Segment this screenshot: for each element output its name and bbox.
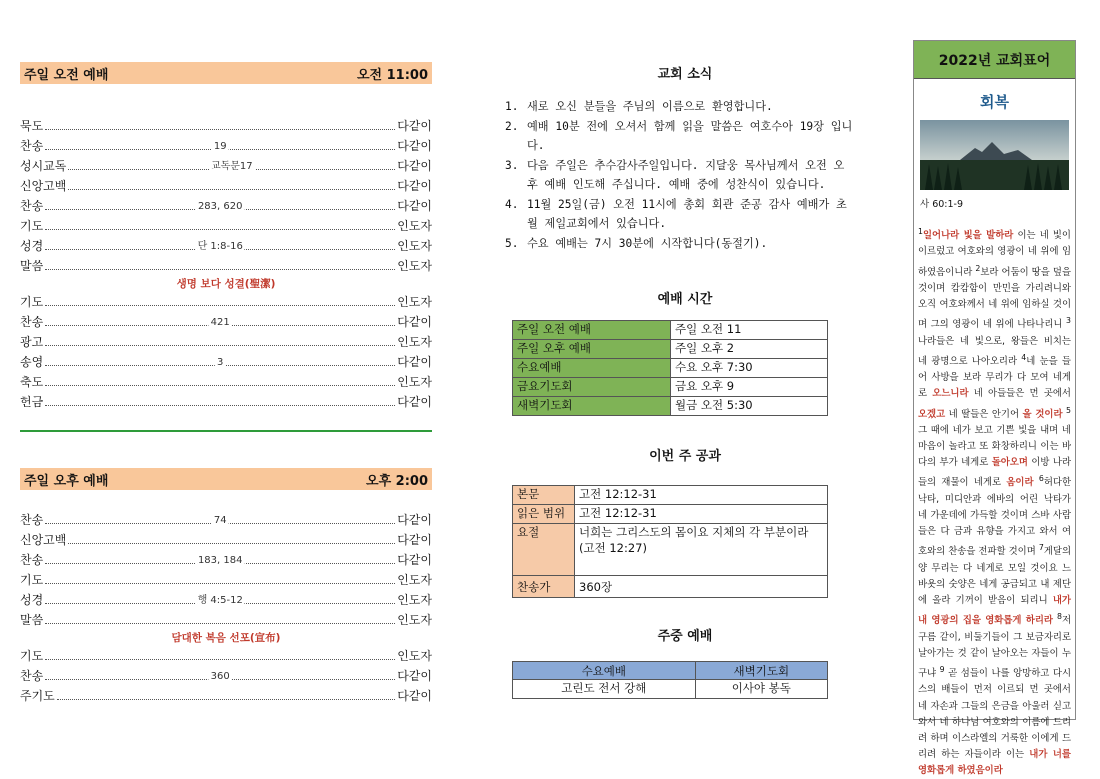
news-text: 새로 오신 분들을 주님의 이름으로 환영합니다.: [527, 100, 773, 113]
order-row: [20, 234, 432, 254]
schedule-row: [513, 397, 828, 416]
news-number: 4.: [505, 197, 519, 211]
mountain-landscape-image: [920, 120, 1069, 190]
order-leader: 인도자: [397, 335, 432, 349]
dot-leader: [68, 189, 395, 190]
order-leader: 다같이: [397, 199, 432, 213]
order-item: 찬송: [20, 513, 44, 527]
motto-title: 회복: [980, 93, 1009, 111]
order-detail: 283, 620: [197, 201, 243, 212]
order-detail: 3: [217, 357, 224, 368]
order-row: [20, 370, 432, 390]
schedule-row: [513, 359, 828, 378]
order-item: 신앙고백: [20, 179, 67, 193]
schedule-time: 월금 오전 5:30: [671, 397, 828, 416]
dot-leader: [45, 555, 395, 566]
am-service-header: [20, 62, 432, 84]
schedule-name: 주일 오후 예배: [513, 340, 671, 359]
order-item: 찬송: [20, 139, 44, 153]
order-item: 성시교독: [20, 159, 67, 173]
pm-service-header: [20, 468, 432, 490]
dot-leader: [45, 357, 395, 368]
order-item: 주기도: [20, 689, 55, 703]
order-item: 찬송: [20, 553, 44, 567]
news-item: [505, 117, 855, 156]
motto-panel: [913, 40, 1076, 777]
order-item: 찬송: [20, 669, 44, 683]
order-item: 기도: [20, 573, 44, 587]
order-detail: 단 1:8-16: [196, 237, 245, 252]
order-leader: 다같이: [397, 669, 432, 683]
order-leader: 다같이: [397, 355, 432, 369]
pm-service-title: 주일 오후 예배: [24, 473, 109, 489]
schedule-time: 금요 오후 9: [671, 378, 828, 397]
dot-leader: [45, 623, 395, 624]
schedule-row: [513, 378, 828, 397]
section-divider: [20, 430, 432, 432]
midweek-header-dawn: 새벽기도회: [695, 662, 827, 680]
order-leader: 인도자: [397, 649, 432, 663]
order-detail: 183, 184: [197, 555, 243, 566]
am-service-time: 오전 11:00: [356, 67, 428, 83]
order-item: 말씀: [20, 613, 44, 627]
schedule-name: 새벽기도회: [513, 397, 671, 416]
order-row: [20, 664, 432, 684]
order-row: [20, 588, 432, 608]
lesson-value: 360장: [575, 576, 828, 598]
order-row: [20, 194, 432, 214]
news-number: 3.: [505, 158, 519, 172]
order-leader: 다같이: [397, 139, 432, 153]
order-row: [20, 684, 432, 704]
motto-reference: 사 60:1-9: [920, 199, 964, 210]
news-item: [505, 156, 855, 195]
order-leader: 인도자: [397, 375, 432, 389]
news-number: 5.: [505, 236, 519, 250]
news-item: [505, 195, 855, 234]
order-item: 성경: [20, 593, 44, 607]
lesson-title: 이번 주 공과: [649, 449, 721, 464]
dot-leader: [45, 241, 395, 252]
order-leader: 인도자: [397, 295, 432, 309]
schedule-name: 금요기도회: [513, 378, 671, 397]
news-item: [505, 97, 855, 117]
order-leader: 인도자: [397, 613, 432, 627]
news-number: 1.: [505, 100, 519, 113]
midweek-value-dawn: 이사야 봉독: [695, 680, 827, 699]
lesson-label: 찬송가: [513, 576, 575, 598]
order-detail: 360: [210, 671, 230, 682]
pm-sermon-title: 담대한 복음 선포(宣布): [171, 632, 281, 644]
lesson-row: [513, 505, 828, 524]
schedule-time: 수요 오후 7:30: [671, 359, 828, 378]
order-row: [20, 568, 432, 588]
lesson-value: 고전 12:12-31: [575, 486, 828, 505]
order-item: 찬송: [20, 315, 44, 329]
dot-leader: [45, 345, 395, 346]
news-text: 다음 주일은 추수감사주일입니다. 지달웅 목사님께서 오전 오후 예배 인도해 주십니다. 예배 중에 성찬식이 있습니다.: [527, 158, 845, 191]
order-leader: 인도자: [397, 219, 432, 233]
order-detail: 교독문17: [209, 157, 255, 172]
news-item: [505, 234, 855, 254]
midweek-title: 주중 예배: [657, 629, 713, 644]
order-item: 광고: [20, 335, 44, 349]
schedule-title: 예배 시간: [657, 292, 713, 307]
order-item: 신앙고백: [20, 533, 67, 547]
order-item: 기도: [20, 295, 44, 309]
news-text: 예배 10분 전에 오셔서 함께 읽을 말씀은 여호수아 19장 입니다.: [527, 119, 853, 152]
midweek-header-wed: 수요예배: [513, 662, 696, 680]
order-leader: 다같이: [397, 395, 432, 409]
order-leader: 다같이: [397, 533, 432, 547]
dot-leader: [45, 595, 395, 606]
pm-service-time: 오후 2:00: [366, 473, 428, 489]
order-detail: 19: [213, 141, 227, 152]
lesson-label: 읽은 범위: [513, 505, 575, 524]
order-item: 말씀: [20, 259, 44, 273]
dot-leader: [45, 129, 395, 130]
motto-scripture: $^1$일어나라 빛을 발하라 이는 네 빛이 이르렀고 여호와의 영광이 네 위에 임하였음이니라 $^2$보라 어둠이 땅을 덮을 것이며 캄캄함이 만민을 가리려니와 오직 여호와께서 네 위에 임하실 것이며 그의 영광이 네 위에 나타나리니 $^3$나라들은 네 빛으로, 왕들은 비치는 네 광명으로 나아오리라 $^4$네 눈을 들어 사방을 보라 무리가 다 모여 네게로 오느니라 네 아들들은 먼 곳에서 오겠고 네 딸들은 안기어 올 것이라 $^5$그 때에 네가 보고 기쁜 빛을 내며 네 마음이 놀라고 또 화창하리니 이는 바다의 부가 네게로 돌아오며 이방 나라들의 재물이 네게로 옴이라 $^6$허다한 낙타, 미디안과 에바의 어린 낙타가 네 가운데에 가득할 것이며 스바 사람들은 다 금과 유향을 가지고 와서 여호와의 찬송을 전파할 것이며 $^7$게달의 양 무리는 다 네게로 모일 것이요 느바욧의 숫양은 네게 공급되고 내 제단에 올라 기꺼이 받음이 되리니 내가 내 영광의 집을 영화롭게 하리라 $^8$저 구름 같이, 비둘기들이 그 보금자리로 날아가는 것 같이 날아오는 자들이 누구냐 $^9$ 곧 섬들이 나를 앙망하고 다시스의 배들이 먼저 이르되 먼 곳에서 네 자손과 그들의 은금을 아울러 싣고 와서 네 하나님 여호와의 이름에 드리려 하며 이스라엘의 거룩한 이에게 드리려 하는 자들이라 이는 내가 너를 영화롭게 하였음이라: [918, 227, 1072, 777]
dot-leader: [45, 659, 395, 660]
order-row: [20, 330, 432, 350]
order-row: [20, 390, 432, 410]
dot-leader: [45, 269, 395, 270]
order-item: 헌금: [20, 395, 44, 409]
order-item: 송영: [20, 355, 44, 369]
dot-leader: [68, 161, 395, 172]
news-list: [505, 97, 855, 253]
order-row: [20, 254, 432, 274]
motto-header: 2022년 교회표어: [914, 41, 1075, 79]
order-leader: 다같이: [397, 179, 432, 193]
dot-leader: [45, 201, 395, 212]
lesson-row: [513, 524, 828, 576]
schedule-table: [512, 320, 828, 416]
dot-leader: [57, 699, 395, 700]
dot-leader: [45, 515, 395, 526]
midweek-table: [512, 661, 828, 699]
lesson-label: 요절: [513, 524, 575, 576]
order-item: 묵도: [20, 119, 44, 133]
schedule-row: [513, 321, 828, 340]
order-leader: 다같이: [397, 315, 432, 329]
order-leader: 다같이: [397, 553, 432, 567]
am-sermon-title: 생명 보다 성결(聖潔): [176, 278, 276, 290]
order-item: 기도: [20, 649, 44, 663]
order-detail: 421: [210, 317, 230, 328]
dot-leader: [45, 317, 395, 328]
schedule-row: [513, 340, 828, 359]
lesson-value: 고전 12:12-31: [575, 505, 828, 524]
lesson-label: 본문: [513, 486, 575, 505]
order-item: 찬송: [20, 199, 44, 213]
order-detail: 행 4:5-12: [196, 591, 245, 606]
lesson-row: [513, 486, 828, 505]
lesson-row: [513, 576, 828, 598]
order-row: [20, 114, 432, 134]
order-leader: 인도자: [397, 573, 432, 587]
order-row: [20, 528, 432, 548]
order-row: [20, 214, 432, 234]
dot-leader: [45, 229, 395, 230]
order-leader: 인도자: [397, 239, 432, 253]
order-row: [20, 310, 432, 330]
order-row: [20, 548, 432, 568]
dot-leader: [45, 385, 395, 386]
dot-leader: [45, 141, 395, 152]
order-leader: 인도자: [397, 593, 432, 607]
order-row: [20, 350, 432, 370]
news-text: 11월 25일(금) 오전 11시에 총회 회관 준공 감사 예배가 초월 제일교회에서 있습니다.: [527, 197, 847, 230]
order-detail: 74: [213, 515, 227, 526]
order-leader: 다같이: [397, 119, 432, 133]
dot-leader: [45, 671, 395, 682]
order-row: [20, 608, 432, 628]
midweek-value-wed: 고린도 전서 강해: [513, 680, 696, 699]
schedule-time: 주일 오후 2: [671, 340, 828, 359]
order-item: 축도: [20, 375, 44, 389]
dot-leader: [45, 305, 395, 306]
schedule-time: 주일 오전 11: [671, 321, 828, 340]
dot-leader: [68, 543, 395, 544]
order-leader: 인도자: [397, 259, 432, 273]
news-text: 수요 예배는 7시 30분에 시작합니다(동절기).: [527, 236, 768, 250]
order-row: [20, 134, 432, 154]
news-number: 2.: [505, 119, 519, 133]
schedule-name: 주일 오전 예배: [513, 321, 671, 340]
order-leader: 다같이: [397, 513, 432, 527]
lesson-table: [512, 485, 828, 598]
order-leader: 다같이: [397, 689, 432, 703]
order-leader: 다같이: [397, 159, 432, 173]
am-service-title: 주일 오전 예배: [24, 67, 109, 83]
order-row: [20, 290, 432, 310]
schedule-name: 수요예배: [513, 359, 671, 378]
order-item: 성경: [20, 239, 44, 253]
order-row: [20, 174, 432, 194]
lesson-value: 너희는 그리스도의 몸이요 지체의 각 부분이라 (고전 12:27): [575, 524, 828, 576]
order-row: [20, 644, 432, 664]
dot-leader: [45, 583, 395, 584]
order-row: [20, 508, 432, 528]
order-row: [20, 154, 432, 174]
news-title: 교회 소식: [657, 67, 713, 82]
dot-leader: [45, 405, 395, 406]
order-item: 기도: [20, 219, 44, 233]
